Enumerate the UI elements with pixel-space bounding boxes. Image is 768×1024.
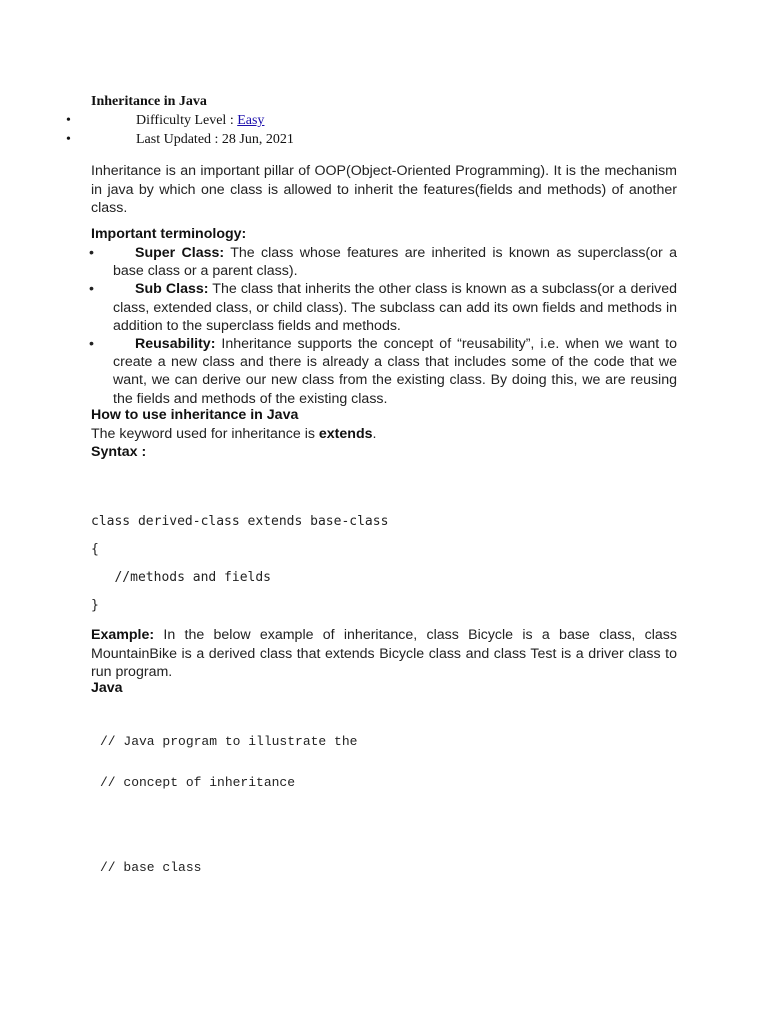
difficulty-label: Difficulty Level : — [136, 113, 238, 128]
syntax-code-line: //methods and fields — [91, 570, 272, 585]
syntax-code-line: class derived-class extends base-class — [91, 514, 389, 529]
syntax-code-line: } — [91, 598, 99, 613]
term-text: The class that inherits the other class is known as a subclass(or a derived class, extended class, or child class). The subclass can add its own fields and methods in addition to the superclass fields and methods. — [113, 281, 677, 334]
java-code-line: // Java program to illustrate the — [100, 734, 358, 749]
term-label: Super Class: — [135, 245, 225, 261]
article-title: Inheritance in Java — [91, 94, 207, 109]
example-label: Example: — [91, 627, 155, 643]
syntax-heading: Syntax : — [91, 444, 147, 460]
howto-heading: How to use inheritance in Java — [91, 407, 299, 423]
language-label: Java — [91, 680, 123, 696]
term-text: The class whose features are inherited is known as superclass(or a base class or a parent class). — [113, 245, 678, 280]
example-paragraph — [91, 626, 677, 682]
bullet-dot: • — [66, 132, 71, 147]
terminology-list — [91, 244, 677, 408]
difficulty-link[interactable]: Easy — [237, 113, 265, 128]
intro-paragraph: Inheritance is an important pillar of OOP(Object-Oriented Programming). It is the mechanism in java by which one class is allowed to inherit the features(fields and methods) of another class. — [91, 163, 677, 216]
bullet-dot: • — [89, 336, 94, 353]
keyword-line — [91, 425, 677, 444]
syntax-code-line: { — [91, 542, 99, 557]
bullet-dot: • — [89, 281, 94, 298]
terminology-heading: Important terminology: — [91, 226, 247, 242]
last-updated-meta — [66, 132, 294, 148]
list-item — [91, 280, 677, 335]
term-text: Inheritance supports the concept of “reusability”, i.e. when we want to create a new class and there is already a class that includes some of the code that we want, we can derive our new class from the existing class. By doing this, we are reusing the fields and methods of the existing class. — [113, 336, 677, 407]
example-text: In the below example of inheritance, class Bicycle is a base class, class MountainBike is a derived class that extends Bicycle class and class Test is a driver class to run program. — [91, 627, 677, 680]
list-item — [91, 244, 677, 280]
java-code-line: // concept of inheritance — [100, 775, 296, 790]
keyword-text: The keyword used for inheritance is — [91, 426, 319, 442]
difficulty-meta — [66, 113, 264, 129]
term-label: Reusability: — [135, 336, 216, 353]
java-code-line: // base class — [100, 860, 202, 875]
keyword: extends — [318, 426, 373, 442]
bullet-dot: • — [89, 245, 94, 261]
term-label: Sub Class: — [135, 281, 209, 298]
bullet-dot: • — [66, 113, 71, 128]
list-item — [91, 335, 677, 408]
keyword-end: . — [372, 426, 377, 442]
last-updated-label: Last Updated : 28 Jun, 2021 — [136, 132, 294, 147]
